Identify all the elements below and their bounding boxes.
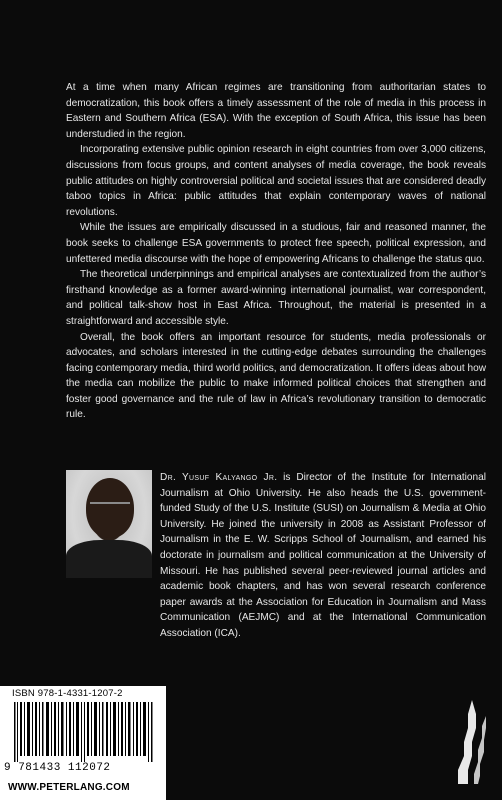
author-bio [160,470,486,642]
ean-digits: 9 781433 112072 [4,762,111,774]
blurb-paragraph-4: The theoretical underpinnings and empirical analyses are contextualized from the author’s firsthand knowledge as a former award-winning international journalist, war correspondent, and political talk-show host in East Africa. Throughout, the material is presented in a straightforward and accessible style. [66,269,486,327]
author-bio-text: is Director of the Institute for International Journalism at Ohio University. He also heads the U.S. government-funded Study of the U.S. Institute (SUSI) on Journalism & Media at Ohio University. He joined the university in 2008 as Assistant Professor of Journalism in the E. W. Scripps School of Journalism, and earned his doctorate in journalism and political communication at the University of Missouri. He has published several peer-reviewed journal articles and academic book chapters, and has won several research conference paper awards at the Association for Education in Journalism and Mass Communication (AEJMC) and at the International Communication Association (ICA). [160,472,487,639]
author-photo [66,470,152,578]
blurb-paragraph-1: At a time when many African regimes are transitioning from authoritarian states to democratization, this book offers a timely assessment of the role of media in this process in Eastern and Southern Africa (ESA). With the exception of South Africa, this issue has been understudied in the region. [66,82,486,140]
isbn-text: ISBN 978-1-4331-1207-2 [12,688,123,699]
author-name: Dr. Yusuf Kalyango Jr. [160,472,278,483]
glasses-detail [90,502,130,514]
author-shoulders [66,540,152,578]
publisher-logo [450,700,490,784]
barcode-box [0,686,166,800]
back-cover-blurb [66,80,486,423]
blurb-paragraph-3: While the issues are empirically discussed in a studious, fair and reasoned manner, the book seeks to challenge ESA governments to protect free speech, political expression, and unfettered media discourse with the hope of empowering Africans to challenge the status quo. [66,222,486,265]
publisher-website[interactable]: WWW.PETERLANG.COM [8,782,130,793]
blurb-paragraph-2: Incorporating extensive public opinion research in eight countries from over 3,000 citizens, discussions from focus groups, and content analyses of media coverage, the book reveals public attitudes on highly controversial political and societal issues that are considered deadly taboo topics in Africa: public attitudes that explain contemporary waves of national revolutions. [66,144,486,218]
blurb-paragraph-5: Overall, the book offers an important resource for students, media professionals or advocates, and scholars interested in the cutting-edge debates surrounding the challenges facing contemporary media, third world politics, and democratization. It offers ideas about how the media can mobilize the public to make informed political choices that strengthen and foster good governance and the rule of law in Africa’s revolutionary transition to democratic rule. [66,331,486,421]
barcode-bars [12,702,154,762]
